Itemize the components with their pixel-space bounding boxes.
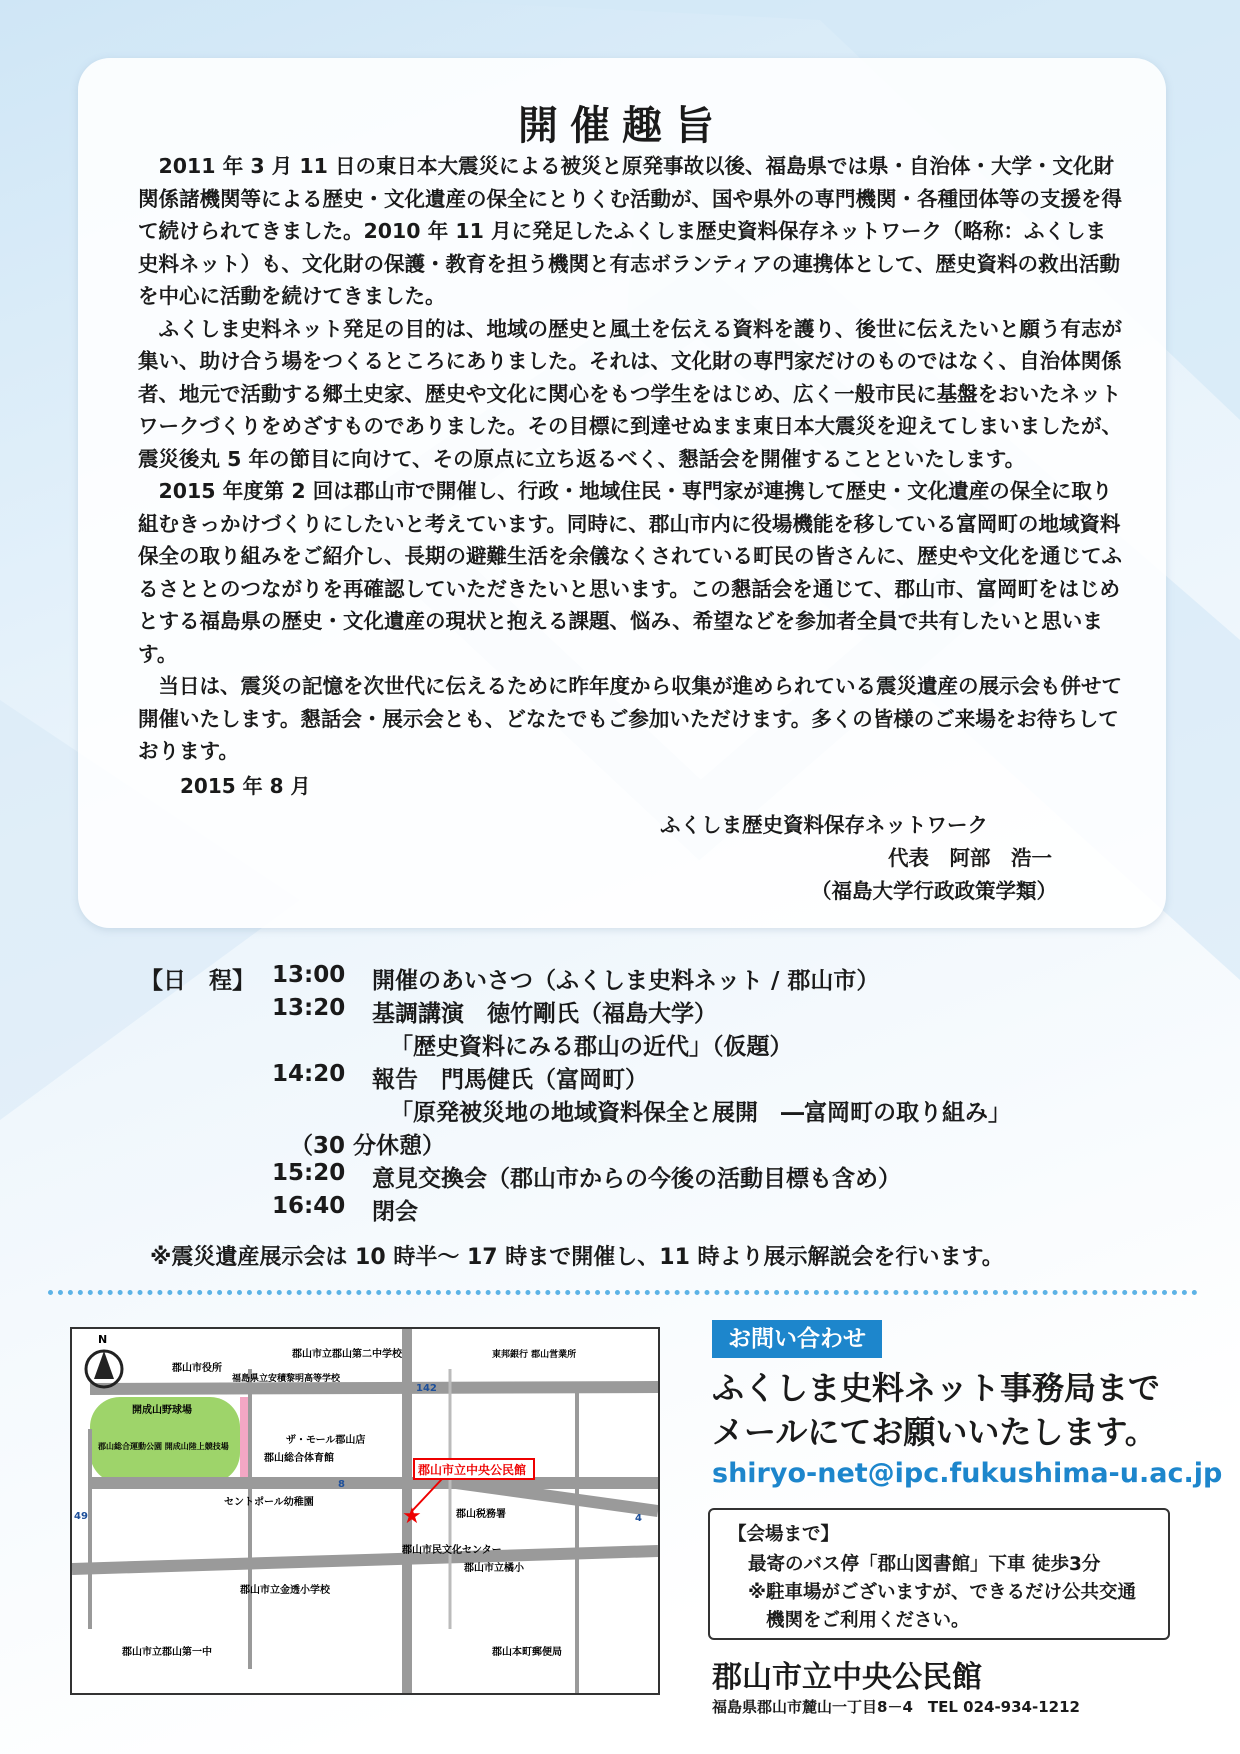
map-label: ザ・モール郡山店 bbox=[286, 1435, 366, 1446]
map-label: 郡山市立橘小 bbox=[464, 1563, 524, 1574]
road bbox=[72, 1551, 658, 1569]
schedule-item: 報告 門馬健氏（富岡町） bbox=[372, 1067, 648, 1093]
north-label: N bbox=[98, 1333, 108, 1346]
schedule-item: 意見交換会（郡山市からの今後の活動目標も含め） bbox=[372, 1166, 901, 1192]
purpose-paragraph-4: 当日は、震災の記憶を次世代に伝えるために昨年度から収集が進められている震災遺産の展示会も併せて開催いたします。懇話会・展示会とも、どなたでもご参加いただけます。多くの皆様のご来場をお待ちしております。 bbox=[138, 674, 1122, 763]
schedule-label: 【日 程】 bbox=[140, 968, 255, 994]
schedule-item: 「原発被災地の地域資料保全と展開 ―富岡町の取り組み」 bbox=[390, 1100, 1011, 1126]
schedule-time: 16:40 bbox=[272, 1193, 346, 1219]
road bbox=[90, 1387, 658, 1389]
map-label: 郡山本町郵便局 bbox=[492, 1647, 562, 1658]
issue-date: 2015 年 8 月 bbox=[180, 774, 311, 798]
map-label: 福島県立安積黎明高等学校 bbox=[232, 1374, 341, 1384]
map-label: 東邦銀行 郡山営業所 bbox=[492, 1350, 577, 1360]
purpose-paragraph-3: 2015 年度第 2 回は郡山市で開催し、行政・地域住民・専門家が連携して歴史・文化遺産の保全に取り組むきっかけづくりにしたいと考えています。同時に、郡山市内に役場機能を移している富岡町の地域資料保全の取り組みをご紹介し、長期の避難生活を余儀なくされている町民の皆さんに、歴史や文化を通じてふるさととのつながりを再確認していただきたいと思います。この懇話会を通じて、郡山市、富岡町をはじめとする福島県の歴史・文化遺産の現状と抱える課題、悩み、希望などを参加者全員で共有したいと思います。 bbox=[138, 479, 1122, 666]
map-label: 郡山税務署 bbox=[456, 1509, 506, 1520]
map-label: 郡山市民文化センター bbox=[402, 1545, 502, 1556]
inquiry-line-2: メールにてお願いいたします。 bbox=[712, 1413, 1157, 1451]
inquiry-line-1: ふくしま史料ネット事務局まで bbox=[712, 1369, 1161, 1407]
organization-name: ふくしま歴史資料保存ネットワーク bbox=[660, 813, 988, 837]
schedule-time: 13:20 bbox=[272, 995, 346, 1021]
exhibition-note: ※震災遺産展示会は 10 時半～ 17 時まで開催し、11 時より展示解説会を行います。 bbox=[150, 1245, 1004, 1270]
purpose-title: 開催趣旨 bbox=[518, 103, 726, 149]
map-label: 郡山市立金透小学校 bbox=[240, 1585, 330, 1596]
schedule-time: 15:20 bbox=[272, 1160, 346, 1186]
schedule-time: 13:00 bbox=[272, 962, 346, 988]
representative: 代表 阿部 浩一 bbox=[888, 846, 1052, 870]
access-line: 機関をご利用ください。 bbox=[766, 1610, 970, 1631]
access-info-box bbox=[708, 1508, 1170, 1640]
contact-email-link[interactable]: shiryo-net@ipc.fukushima-u.ac.jp bbox=[712, 1458, 1223, 1489]
access-line: 最寄のバス停「郡山図書館」下車 徒歩3分 bbox=[748, 1554, 1101, 1575]
map-label: セントポール幼稚園 bbox=[224, 1497, 314, 1508]
purpose-paragraph-2: ふくしま史料ネット発足の目的は、地域の歴史と風土を伝える資料を護り、後世に伝えたいと願う有志が集い、助け合う場をつくるところにありました。それは、文化財の専門家だけのものではなく、自治体関係者、地元で活動する郷土史家、歴史や文化に関心をもつ学生をはじめ、広く一般市民に基盤をおいたネットワークづくりをめざすものでありました。その目標に到達せぬまま東日本大震災を迎えてしまいましたが、震災後丸 5 年の節目に向けて、その原点に立ち返るべく、懇話会を開催することといたします。 bbox=[138, 316, 1122, 471]
schedule-item: 開催のあいさつ（ふくしま史料ネット / 郡山市） bbox=[372, 968, 880, 994]
venue-address: 福島県郡山市麓山一丁目8－4 TEL 024-934-1212 bbox=[712, 1698, 1080, 1716]
map-label: 郡山市役所 bbox=[172, 1363, 222, 1374]
purpose-panel bbox=[78, 58, 1166, 928]
schedule-time: 14:20 bbox=[272, 1061, 346, 1087]
map-label: 郡山市立郡山第二中学校 bbox=[292, 1349, 402, 1360]
map-label: 郡山総合体育館 bbox=[264, 1453, 334, 1464]
dotted-divider bbox=[48, 1290, 1198, 1295]
inquiry-badge: お問い合わせ bbox=[712, 1320, 882, 1358]
access-map bbox=[70, 1327, 660, 1695]
venue-map-label: 郡山市立中央公民館 bbox=[418, 1463, 527, 1477]
venue-star-icon: ★ bbox=[402, 1504, 422, 1529]
schedule-item: 閉会 bbox=[372, 1199, 418, 1225]
route-label: 49 bbox=[74, 1511, 88, 1522]
schedule-item: 基調講演 徳竹剛氏（福島大学） bbox=[372, 1001, 717, 1027]
map-label: 郡山総合運動公園 開成山陸上競技場 bbox=[98, 1442, 229, 1451]
schedule-item: 「歴史資料にみる郡山の近代」（仮題） bbox=[390, 1034, 793, 1060]
access-line: ※駐車場がございますが、できるだけ公共交通 bbox=[748, 1582, 1136, 1603]
venue-name: 郡山市立中央公民館 bbox=[712, 1660, 982, 1695]
map-label: 郡山市立郡山第一中 bbox=[122, 1647, 212, 1658]
purpose-text bbox=[138, 150, 1123, 768]
access-heading: 【会場まで】 bbox=[728, 1524, 840, 1545]
inquiry-text bbox=[712, 1366, 1160, 1454]
route-label: 142 bbox=[416, 1383, 437, 1394]
map-drawing bbox=[72, 1329, 658, 1693]
route-label: 4 bbox=[635, 1513, 642, 1524]
map-label: 開成山野球場 bbox=[132, 1405, 192, 1416]
route-label: 8 bbox=[338, 1479, 345, 1490]
purpose-paragraph-1: 2011 年 3 月 11 日の東日本大震災による被災と原発事故以後、福島県では県・自治体・大学・文化財関係諸機関等による歴史・文化遺産の保全にとりくむ活動が、国や県外の専門機関・各種団体等の支援を得て続けられてきました。2010 年 11 月に発足したふくしま歴史資料保存ネットワーク（略称：ふくしま史料ネット）も、文化財の保護・教育を担う機関と有志ボランティアの連携体として、歴史資料の救出活動を中心に活動を続けてきました。 bbox=[138, 154, 1122, 308]
schedule-item: （30 分休憩） bbox=[290, 1133, 446, 1159]
affiliation: （福島大学行政政策学類） bbox=[811, 879, 1057, 903]
